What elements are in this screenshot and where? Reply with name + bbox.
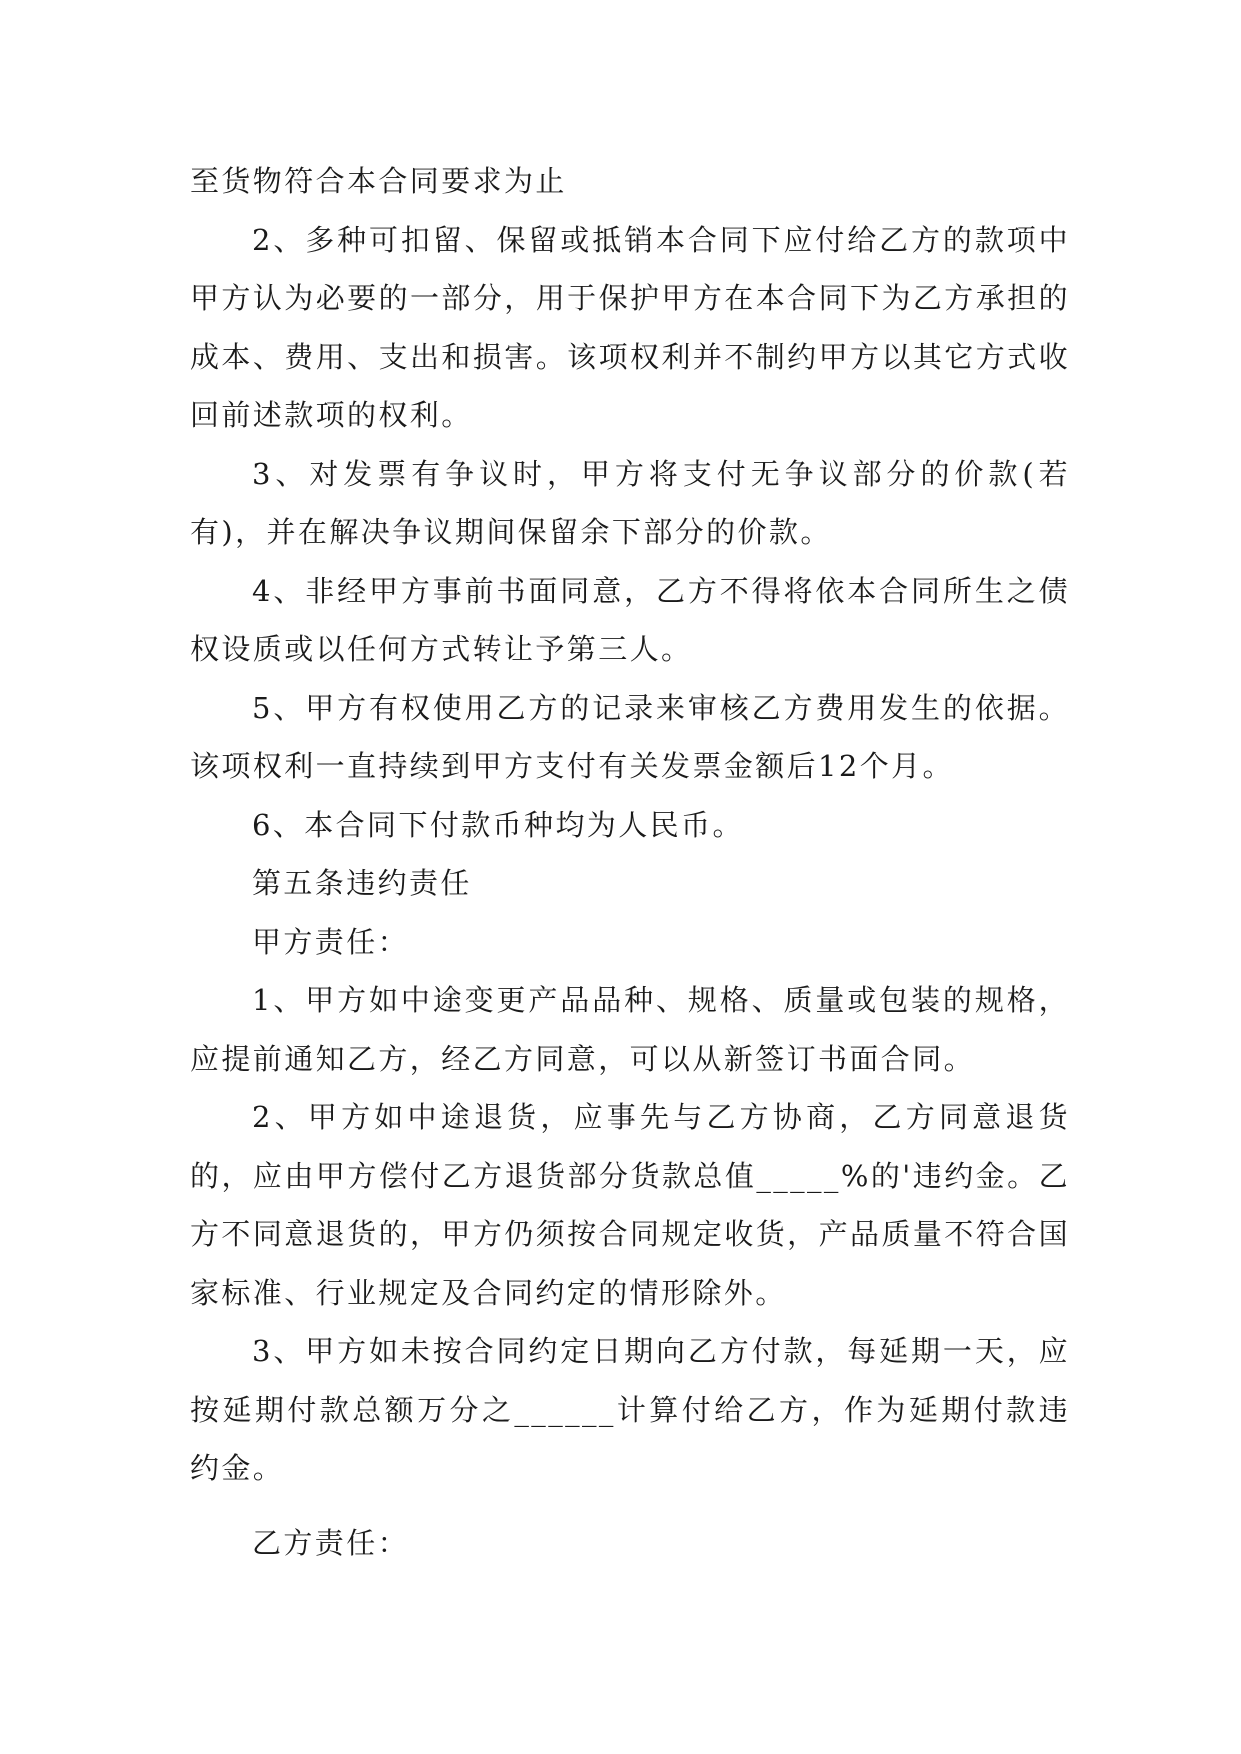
document-body (190, 152, 1070, 1572)
subheading-party-b-liability: 乙方责任： (252, 1525, 410, 1560)
paragraph-party-a-clause-3: 3、甲方如未按合同约定日期向乙方付款，每延期一天，应按延期付款总额万分之______计算付给乙方，作为延期付款违约金。 (190, 1334, 1070, 1485)
paragraph-clause-4: 4、非经甲方事前书面同意，乙方不得将依本合同所生之债权设质或以任何方式转让予第三人。 (190, 573, 1070, 666)
paragraph-party-a-clause-1: 1、甲方如中途变更产品品种、规格、质量或包装的规格，应提前通知乙方，经乙方同意，可以从新签订书面合同。 (190, 983, 1070, 1076)
paragraph-clause-5: 5、甲方有权使用乙方的记录来审核乙方费用发生的依据。该项权利一直持续到甲方支付有关发票金额后12个月。 (190, 690, 1070, 783)
paragraph-clause-3: 3、对发票有争议时，甲方将支付无争议部分的价款(若有)，并在解决争议期间保留余下部分的价款。 (190, 456, 1070, 549)
paragraph-clause-6: 6、本合同下付款币种均为人民币。 (252, 807, 744, 842)
subheading-party-a-liability: 甲方责任： (252, 924, 410, 959)
section-heading-article-5: 第五条违约责任 (252, 866, 472, 900)
paragraph-party-a-clause-2: 2、甲方如中途退货，应事先与乙方协商，乙方同意退货的，应由甲方偿付乙方退货部分货款总值_____%的'违约金。乙方不同意退货的，甲方仍须按合同规定收货，产品质量不符合国家标准、行业规定及合同约定的情形除外。 (190, 1100, 1070, 1310)
paragraph-continuation: 至货物符合本合同要求为止 (190, 164, 567, 198)
paragraph-clause-2: 2、多种可扣留、保留或抵销本合同下应付给乙方的款项中甲方认为必要的一部分，用于保护甲方在本合同下为乙方承担的成本、费用、支出和损害。该项权利并不制约甲方以其它方式收回前述款项的权利。 (190, 222, 1070, 432)
